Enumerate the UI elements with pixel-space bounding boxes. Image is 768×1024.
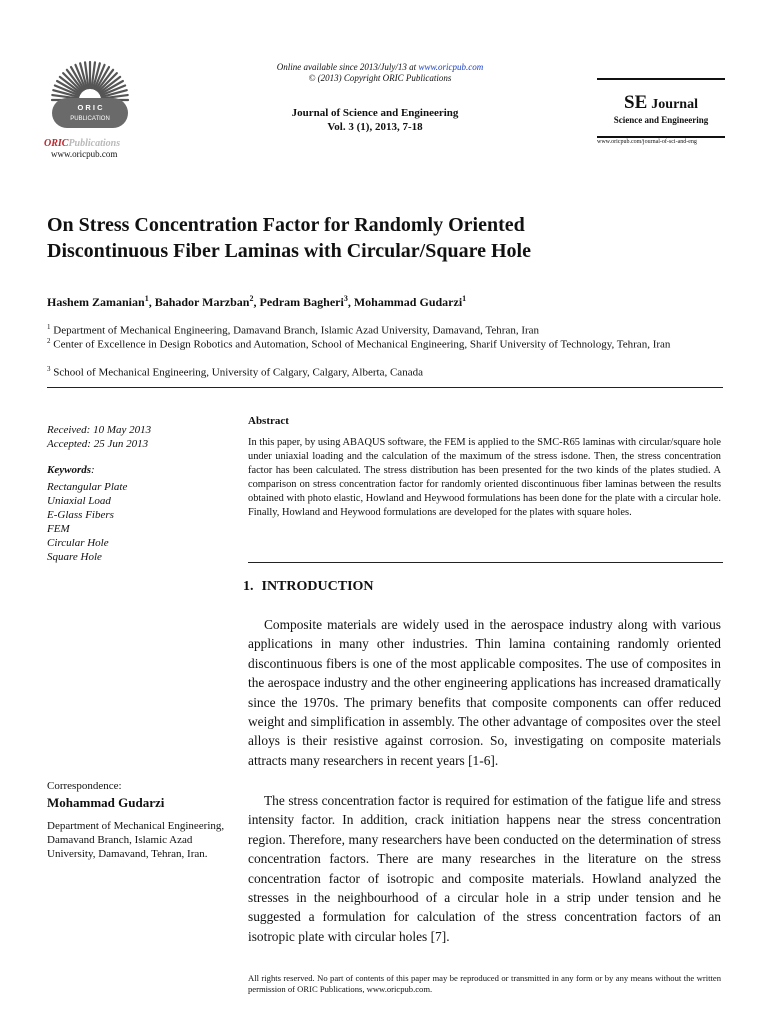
author-affiliation-sup: 1 [144,294,149,303]
brand-part-publications: Publications [68,138,121,149]
introduction-heading [243,579,374,595]
journal-name: Journal of Science and Engineering [291,107,459,119]
accepted-date: Accepted: 25 Jun 2013 [47,438,149,450]
publisher-logo [44,58,136,136]
author-name: Mohammad Gudarzi [353,295,463,309]
author-separator: , [253,295,260,309]
correspondence-address: Department of Mechanical Engineering, Damavand Branch, Islamic Azad University, Damavand, Tehran, Iran. [47,820,225,860]
brand-part-oric: ORIC [44,138,69,149]
keyword-item: Square Hole [47,551,102,563]
keyword-item: Uniaxial Load [47,495,111,507]
copyright-line: © (2013) Copyright ORIC Publications [308,73,452,83]
keywords-list [47,480,127,564]
correspondence-name: Mohammad Gudarzi [47,795,165,810]
section-title: INTRODUCTION [261,579,374,594]
intro-paragraph-2: The stress concentration factor is required for estimation of the fatigue life and stress intensity factor. In addition, crack initiation happens near the stress concentration region. Therefore, many researchers have been conducted on the determination of stress concentration factors. There are many researches in the literature on the stress concentration factor of isotropic and composite materials. Howland analyzed the stresses in the neighbourhood of a circular hole in a strip under tension and he suggested a formulation for calculation of the stress concentration factors of an isotropic plate with circular holes [7]. [248,793,721,944]
keywords-heading [47,464,95,476]
se-journal-subtitle: Science and Engineering [613,115,709,125]
se-journal-title [597,92,725,114]
author-affiliation-sup: 3 [343,294,348,303]
online-url-link[interactable]: www.oricpub.com [418,62,484,72]
affiliation [47,334,727,352]
journal-volume: Vol. 3 (1), 2013, 7-18 [327,121,423,133]
affiliation-sup: 2 [47,337,51,345]
logo-text-bottom: PUBLICATION [70,116,110,122]
author-separator: , [347,295,354,309]
section-number: 1. [243,579,254,594]
author-list [47,294,466,310]
affiliation-sup: 3 [47,365,51,373]
keywords-heading-label: Keywords [47,464,91,476]
publisher-brand [44,138,120,149]
affiliation-text: School of Mechanical Engineering, University of Calgary, Calgary, Alberta, Canada [53,366,423,379]
oric-sunburst-logo-icon [46,58,134,136]
paper-title-line-1: On Stress Concentration Factor for Randomly Oriented [47,214,525,236]
affiliation-text: Department of Mechanical Engineering, Damavand Branch, Islamic Azad University, Damavand, Tehran, Iran [53,324,540,337]
affiliation-sup: 1 [47,323,51,331]
sunburst-rays [52,62,128,100]
online-prefix: Online available since 2013/July/13 at [276,62,417,72]
se-journal-box [597,78,725,138]
keyword-item: FEM [47,523,70,535]
author-name: Pedram Bagheri [259,295,344,309]
keyword-item: E-Glass Fibers [47,509,114,521]
affiliation-text: Center of Excellence in Design Robotics and Automation, School of Mechanical Engineering, Sharif University of Technology, Tehran, Iran [53,338,671,351]
author-separator: , [148,295,155,309]
keyword-item: Circular Hole [47,537,109,549]
abstract-divider [248,562,723,563]
keyword-item: Rectangular Plate [47,481,128,493]
author-name: Bahador Marzban [154,295,250,309]
abstract-heading: Abstract [248,415,289,427]
correspondence-label: Correspondence: [47,780,122,792]
author-affiliation-sup: 2 [249,294,254,303]
intro-paragraph-1: Composite materials are widely used in the aerospace industry along with various applications in many other industries. Thin lamina containing randomly oriented discontinuous fibers is one of the most applicable composites. The use of composites in the aerospace industry and the other engineering applications has increased dramatically since the 1970s. The primary benefits that composite components can offer reduced weight and simplification in assembly. The other advantage of composites over the steel alloys is their resistive against corrosion. So, investigating on composite materials attracts many researchers in recent years [1-6]. [248,617,721,768]
header-divider [47,387,723,388]
online-availability [230,61,530,73]
copyright-footer: All rights reserved. No part of contents of this paper may be reproduced or transmitted in any form or by any means without the written permission of ORIC Publications, www.oricpub.com. [248,973,721,994]
abstract-text: In this paper, by using ABAQUS software, the FEM is applied to the SMC-R65 laminas with circular/square hole under uniaxial loading and the calculation of the maximum of the stress isdone. Then, the stress concentration factor has been calculated. The stress distribution has been presented for the two kinds of the plates studied. A comparison on stress concentration factor for randomly oriented discontinuous fiber laminas between the results obtained with photo elastic, Howland and Heywood formulations has been done for the plate with a circular hole. Finally, Howland and Heywood formulations are developed for the plates with square holes. [248,437,721,518]
publisher-website[interactable]: www.oricpub.com [51,149,118,159]
author-name: Hashem Zamanian [47,295,145,309]
received-date: Received: 10 May 2013 [47,424,152,436]
se-title-small: Journal [651,97,698,112]
author-affiliation-sup: 1 [462,294,467,303]
affiliation [47,362,727,380]
se-journal-url[interactable]: www.oricpub.com/journal-of-sci-and-eng [597,139,697,145]
paper-title-line-2: Discontinuous Fiber Laminas with Circular/Square Hole [47,240,531,262]
logo-text-top: O R I C [77,103,103,112]
se-title-big: SE [624,92,648,113]
keywords-heading-colon: : [91,464,95,476]
